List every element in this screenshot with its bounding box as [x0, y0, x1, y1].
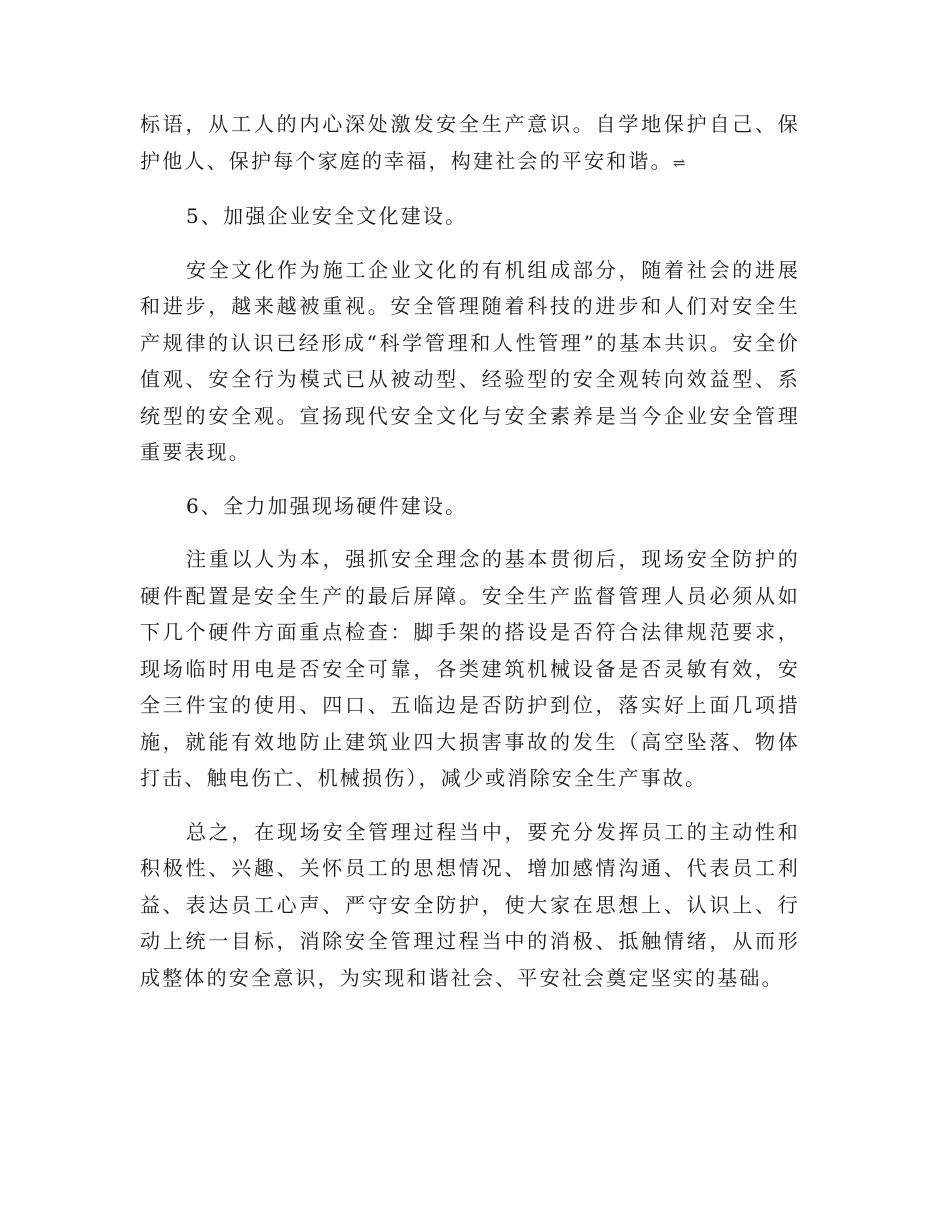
section-heading-5: 5、加强企业安全文化建设。 — [186, 204, 468, 228]
paragraph-safety-culture: 安全文化作为施工企业文化的有机组成部分，随着社会的进展和进步，越来越被重视。安全管理随着科技的进步和人们对安全生产规律的认识已经形成“科学管理和人性管理”的基本共识。安全价值观、安全行为模式已从被动型、经验型的安全观转向效益型、系统型的安全观。宣扬现代安全文化与安全素养是当今企业安全管理重要表现。 — [140, 257, 800, 464]
paragraph-text: 标语，从工人的内心深处激发安全生产意识。自学地保护自己、保护他人、保护每个家庭的幸福，构建社会的平安和谐。 — [140, 112, 800, 173]
paragraph-conclusion: 总之，在现场安全管理过程当中，要充分发挥员工的主动性和积极性、兴趣、关怀员工的思想情况、增加感情沟通、代表员工利益、表达员工心声、严守安全防护，使大家在思想上、认识上、行动上统一目标，消除安全管理过程当中的消极、抵触情绪，从而形成整体的安全意识，为实现和谐社会、平安社会奠定坚实的基础。 — [140, 819, 800, 990]
section-heading-6: 6、全力加强现场硬件建设。 — [186, 493, 468, 518]
paragraph-mark-icon: ⇌ — [672, 153, 686, 172]
paragraph-continued — [140, 106, 800, 181]
paragraph-site-hardware: 注重以人为本，强抓安全理念的基本贯彻后，现场安全防护的硬件配置是安全生产的最后屏障。安全生产监督管理人员必须从如下几个硬件方面重点检查：脚手架的搭设是否符合法律规范要求，现场临时用电是否安全可靠，各类建筑机械设备是否灵敏有效，安全三件宝的使用、四口、五临边是否防护到位，落实好上面几项措施，就能有效地防止建筑业四大损害事故的发生（高空坠落、物体打击、触电伤亡、机械损伤），减少或消除安全生产事故。 — [140, 547, 800, 790]
document-body — [140, 106, 800, 996]
